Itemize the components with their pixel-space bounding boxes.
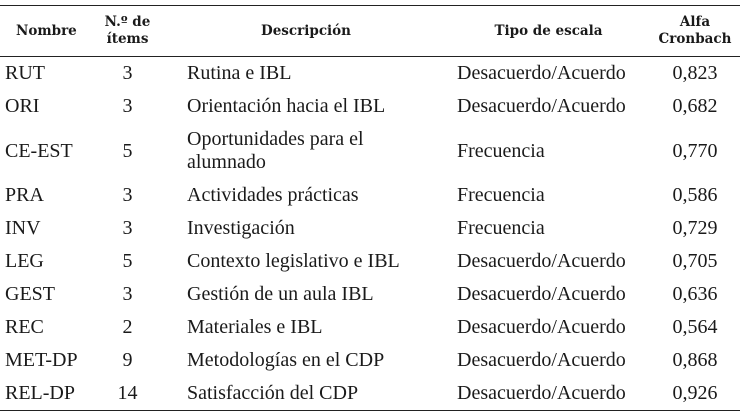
cell-alpha: 0,823 — [672, 62, 718, 84]
header-name: Nombre — [16, 22, 77, 39]
cell-alpha: 0,926 — [672, 382, 718, 404]
cell-items: 3 — [122, 95, 133, 117]
table-row — [0, 123, 740, 179]
table-header-row — [0, 6, 740, 57]
cell-items: 2 — [122, 316, 133, 338]
cell-scale: Frecuencia — [457, 217, 545, 239]
cell-description: Metodologías en el CDP — [187, 349, 385, 371]
cell-alpha: 0,586 — [672, 184, 718, 206]
cell-scale: Desacuerdo/Acuerdo — [457, 349, 626, 371]
cell-scale: Frecuencia — [457, 139, 545, 162]
table-row — [0, 245, 740, 278]
cell-scale: Frecuencia — [457, 184, 545, 206]
cell-name: REC — [5, 316, 44, 338]
cell-scale: Desacuerdo/Acuerdo — [457, 316, 626, 338]
table-row — [0, 344, 740, 377]
cell-items: 3 — [122, 184, 133, 206]
cell-description: Investigación — [187, 217, 295, 239]
table-row — [0, 311, 740, 344]
cell-name: PRA — [5, 184, 44, 206]
cell-description: Orientación hacia el IBL — [187, 95, 386, 117]
cell-description: Gestión de un aula IBL — [187, 283, 374, 305]
header-items-line2: ítems — [106, 31, 149, 47]
cell-name: INV — [5, 217, 41, 239]
cell-scale: Desacuerdo/Acuerdo — [457, 382, 626, 404]
cell-name: LEG — [5, 250, 44, 272]
cell-alpha: 0,564 — [672, 316, 718, 338]
cell-items: 9 — [122, 349, 133, 371]
cell-items: 3 — [122, 283, 133, 305]
scales-table — [0, 5, 740, 411]
table-row — [0, 377, 740, 411]
cell-items: 5 — [122, 139, 133, 162]
cell-description: Rutina e IBL — [187, 62, 292, 84]
cell-items: 3 — [122, 62, 133, 84]
cell-description: Satisfacción del CDP — [187, 382, 359, 404]
cell-scale: Desacuerdo/Acuerdo — [457, 283, 626, 305]
cell-description: Contexto legislativo e IBL — [187, 250, 400, 272]
cell-items: 5 — [122, 250, 133, 272]
table-row — [0, 57, 740, 91]
cell-description: Materiales e IBL — [187, 316, 323, 338]
cell-name: CE-EST — [5, 139, 73, 162]
cell-scale: Desacuerdo/Acuerdo — [457, 250, 626, 272]
table-row — [0, 278, 740, 311]
header-scale: Tipo de escala — [494, 22, 603, 39]
cell-alpha: 0,770 — [672, 139, 718, 162]
cell-alpha: 0,729 — [672, 217, 718, 239]
cell-alpha: 0,868 — [672, 349, 718, 371]
cell-description: Oportunidades para el alumnado — [187, 128, 364, 173]
cell-alpha: 0,682 — [672, 95, 718, 117]
cell-name: ORI — [5, 95, 40, 117]
table-row — [0, 212, 740, 245]
cell-scale: Desacuerdo/Acuerdo — [457, 95, 626, 117]
header-alpha-line2: Cronbach — [658, 31, 732, 47]
cell-name: REL-DP — [5, 382, 75, 404]
cell-name: MET-DP — [5, 349, 78, 371]
scales-table-container — [0, 5, 740, 411]
cell-description: Actividades prácticas — [187, 184, 359, 206]
table-row — [0, 179, 740, 212]
table-row — [0, 90, 740, 123]
header-alpha — [650, 6, 740, 57]
header-alpha-line1: Alfa — [679, 14, 711, 30]
cell-name: RUT — [5, 62, 45, 84]
cell-name: GEST — [5, 283, 55, 305]
cell-alpha: 0,636 — [672, 283, 718, 305]
cell-alpha: 0,705 — [672, 250, 718, 272]
cell-items: 3 — [122, 217, 133, 239]
header-items-line1: N.º de — [104, 14, 151, 30]
header-items — [90, 6, 165, 57]
cell-items: 14 — [117, 382, 138, 404]
header-description: Descripción — [261, 22, 351, 39]
cell-scale: Desacuerdo/Acuerdo — [457, 62, 626, 84]
